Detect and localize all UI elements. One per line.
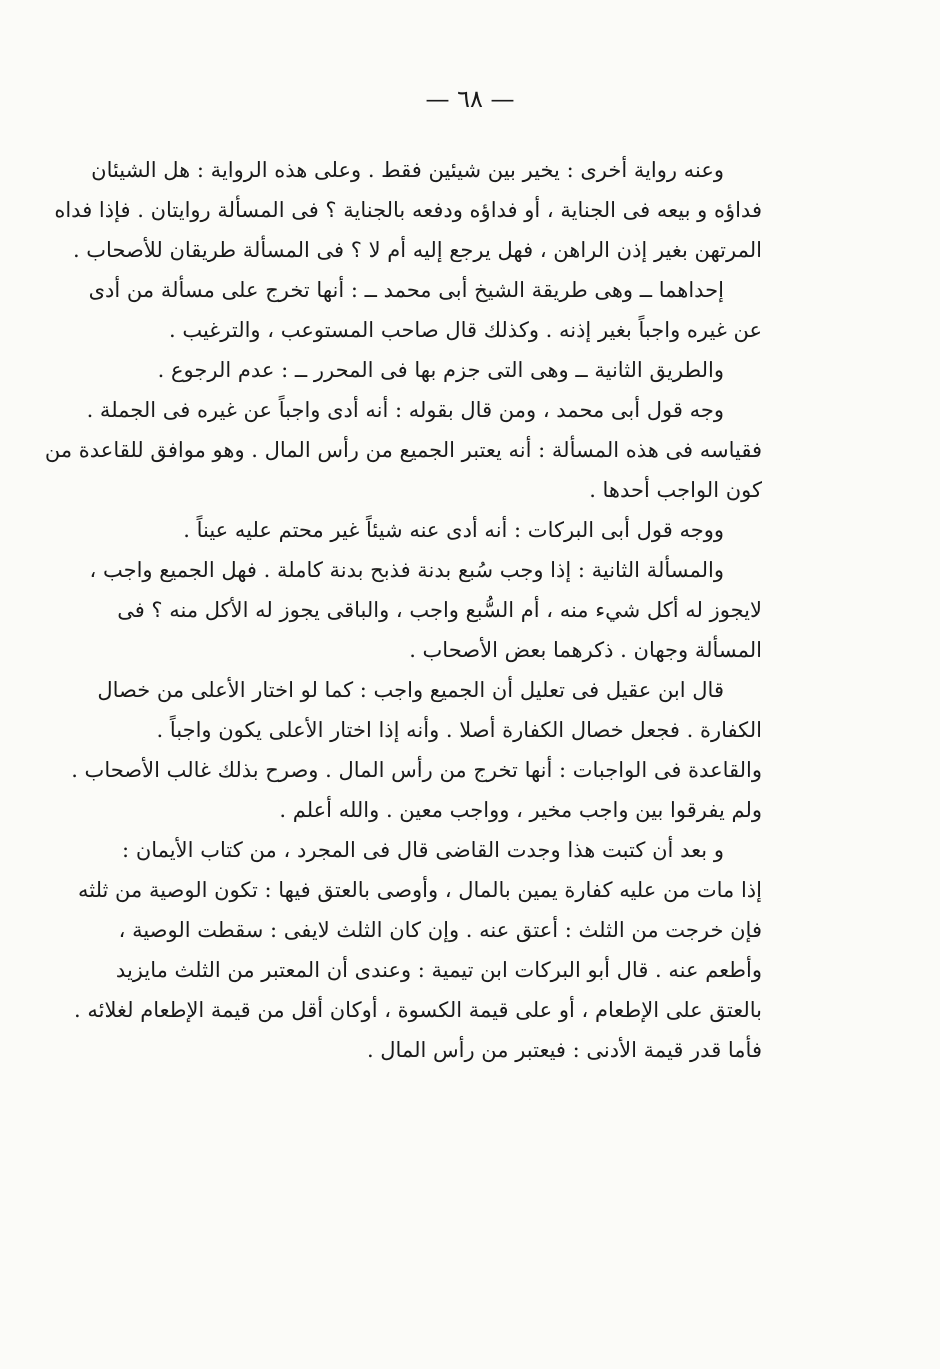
text-line: إحداهما ــ وهى طريقة الشيخ أبى محمد ــ : أنها تخرج على مسألة من أدى <box>88 278 724 302</box>
page-number: — ٦٨ — <box>425 85 515 113</box>
text-line: إذا مات من عليه كفارة يمين بالمال ، وأوصى بالعتق فيها : تكون الوصية من ثلثه <box>77 878 762 902</box>
text-line: عن غيره واجباً بغير إذنه . وكذلك قال صاحب المستوعب ، والترغيب . <box>168 318 762 342</box>
text-line: فإن خرجت من الثلث : أعتق عنه . وإن كان الثلث لايفى : سقطت الوصية ، <box>118 918 762 942</box>
text-line: والقاعدة فى الواجبات : أنها تخرج من رأس المال . وصرح بذلك غالب الأصحاب . <box>71 758 762 782</box>
text-line: كون الواجب أحدها . <box>589 478 762 502</box>
text-line: فقياسه فى هذه المسألة : أنه يعتبر الجميع من رأس المال . وهو موافق للقاعدة من <box>44 438 762 462</box>
text-line: المرتهن بغير إذن الراهن ، فهل يرجع إليه أم لا ؟ فى المسألة طريقان للأصحاب . <box>72 238 762 262</box>
text-line: وعنه رواية أخرى : يخير بين شيئين فقط . وعلى هذه الرواية : هل الشيئان <box>91 158 724 182</box>
text-line: المسألة وجهان . ذكرهما بعض الأصحاب . <box>409 638 762 662</box>
text-line: فداؤه و بيعه فى الجناية ، أو فداؤه ودفعه بالجناية ؟ فى المسألة روايتان . فإذا فداه <box>54 198 762 222</box>
text-line: لايجوز له أكل شيء منه ، أم السُّبع واجب ، والباقى يجوز له الأكل منه ؟ فى <box>117 598 762 622</box>
text-line: وأطعم عنه . قال أبو البركات ابن تيمية : وعندى أن المعتبر من الثلث مايزيد <box>115 958 762 982</box>
text-line: والمسألة الثانية : إذا وجب سُبع بدنة فذبح بدنة كاملة . فهل الجميع واجب ، <box>89 558 724 582</box>
text-line: و بعد أن كتبت هذا وجدت القاضى قال فى المجرد ، من كتاب الأيمان : <box>122 838 724 862</box>
text-line: فأما قدر قيمة الأدنى : فيعتبر من رأس المال . <box>366 1038 762 1062</box>
text-line: ووجه قول أبى البركات : أنه أدى عنه شيئاً غير محتم عليه عيناً . <box>183 518 724 542</box>
text-line: والطريق الثانية ــ وهى التى جزم بها فى المحرر ــ : عدم الرجوع . <box>157 358 724 382</box>
text-line: ولم يفرقوا بين واجب مخير ، وواجب معين . والله أعلم . <box>279 798 762 822</box>
text-line: وجه قول أبى محمد ، ومن قال بقوله : أنه أدى واجباً عن غيره فى الجملة . <box>86 398 724 422</box>
body-text <box>44 150 762 1070</box>
text-line: الكفارة . فجعل خصال الكفارة أصلا . وأنه إذا اختار الأعلى يكون واجباً . <box>156 718 762 742</box>
text-line: بالعتق على الإطعام ، أو على قيمة الكسوة ، أوكان أقل من قيمة الإطعام لغلائه . <box>74 998 762 1022</box>
text-line: قال ابن عقيل فى تعليل أن الجميع واجب : كما لو اختار الأعلى من خصال <box>97 678 724 702</box>
